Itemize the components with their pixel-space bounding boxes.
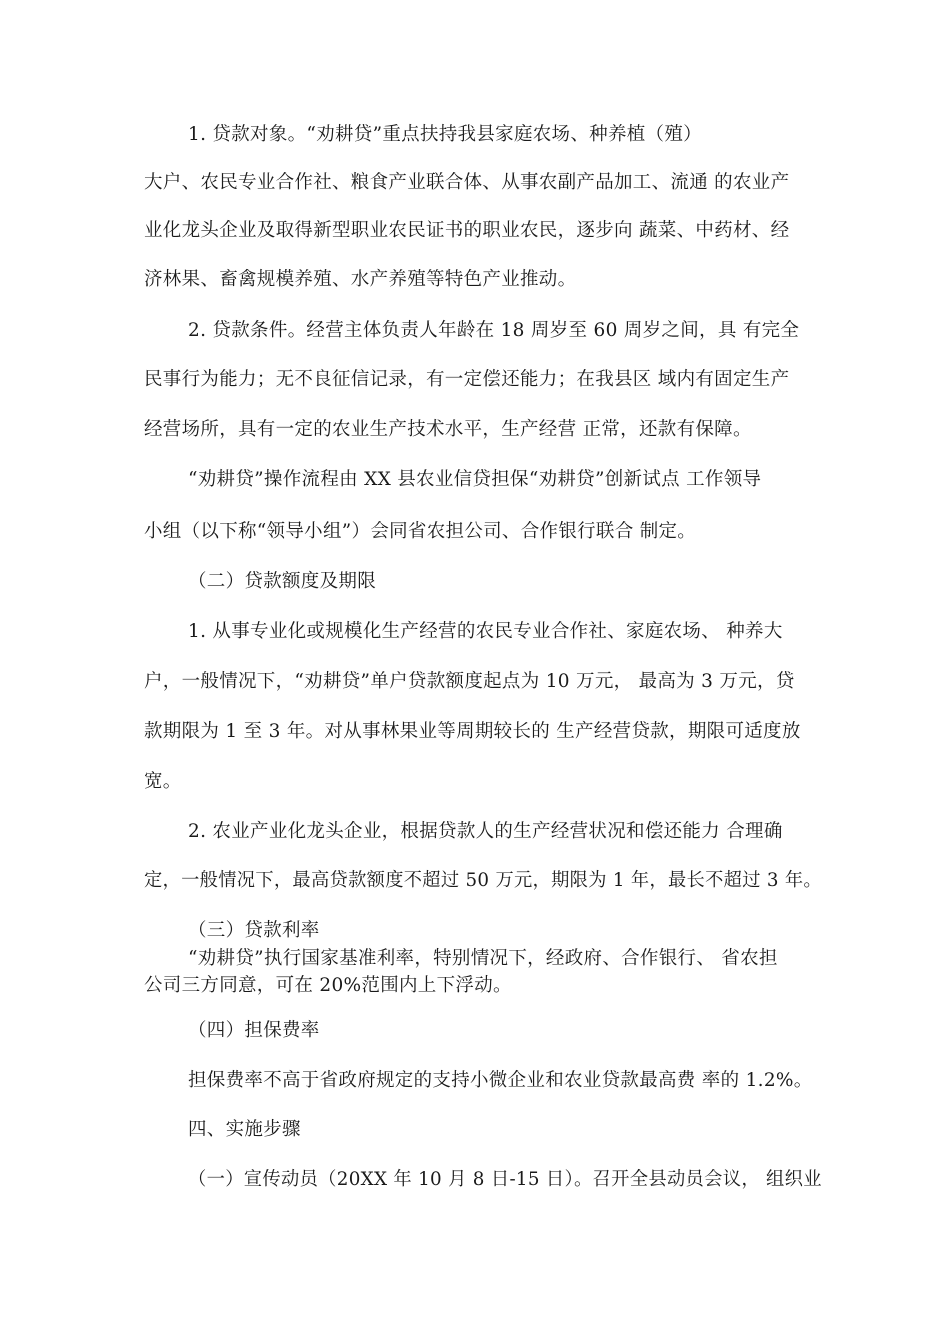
text-line: 款期限为 1 至 3 年。对从事林果业等周期较长的 生产经营贷款，期限可适度放 (144, 721, 801, 742)
text-line: 业化龙头企业及取得新型职业农民证书的职业农民，逐步向 蔬菜、中药材、经 (144, 220, 790, 241)
text-line: “劝耕贷”执行国家基准利率，特别情况下，经政府、合作银行、 省农担 (188, 948, 778, 969)
text-line: 户，一般情况下，“劝耕贷”单户贷款额度起点为 10 万元， 最高为 3 万元，贷 (144, 671, 795, 692)
section-heading: 四、实施步骤 (188, 1119, 301, 1140)
text-line: 1. 从事专业化或规模化生产经营的农民专业合作社、家庭农场、 种养大 (188, 621, 783, 642)
text-line: 2. 贷款条件。经营主体负责人年龄在 18 周岁至 60 周岁之间，具 有完全 (188, 320, 800, 341)
text-line: 定，一般情况下，最高贷款额度不超过 50 万元，期限为 1 年，最长不超过 3 年。 (144, 870, 822, 891)
text-line: 经营场所，具有一定的农业生产技术水平，生产经营 正常，还款有保障。 (144, 419, 752, 440)
text-line: 公司三方同意，可在 20%范围内上下浮动。 (144, 975, 512, 996)
text-line: 大户、农民专业合作社、粮食产业联合体、从事农副产品加工、流通 的农业产 (144, 172, 790, 193)
text-line: 1. 贷款对象。“劝耕贷”重点扶持我县家庭农场、种养植（殖） (188, 124, 702, 145)
text-line: 宽。 (144, 771, 182, 792)
text-line: 民事行为能力；无不良征信记录，有一定偿还能力；在我县区 域内有固定生产 (144, 369, 790, 390)
section-heading: （四）担保费率 (188, 1020, 320, 1041)
text-line: 担保费率不高于省政府规定的支持小微企业和农业贷款最高费 率的 1.2%。 (188, 1070, 813, 1091)
text-line: “劝耕贷”操作流程由 XX 县农业信贷担保“劝耕贷”创新试点 工作领导 (188, 469, 762, 490)
text-line: 小组（以下称“领导小组”）会同省农担公司、合作银行联合 制定。 (144, 521, 697, 542)
text-line: 济林果、畜禽规模养殖、水产养殖等特色产业推动。 (144, 269, 577, 290)
section-heading: （三）贷款利率 (188, 920, 320, 941)
section-heading: （二）贷款额度及期限 (188, 571, 377, 592)
text-line: （一）宣传动员（20XX 年 10 月 8 日-15 日）。召开全县动员会议， 组织业 (188, 1169, 822, 1190)
text-line: 2. 农业产业化龙头企业，根据贷款人的生产经营状况和偿还能力 合理确 (188, 821, 783, 842)
